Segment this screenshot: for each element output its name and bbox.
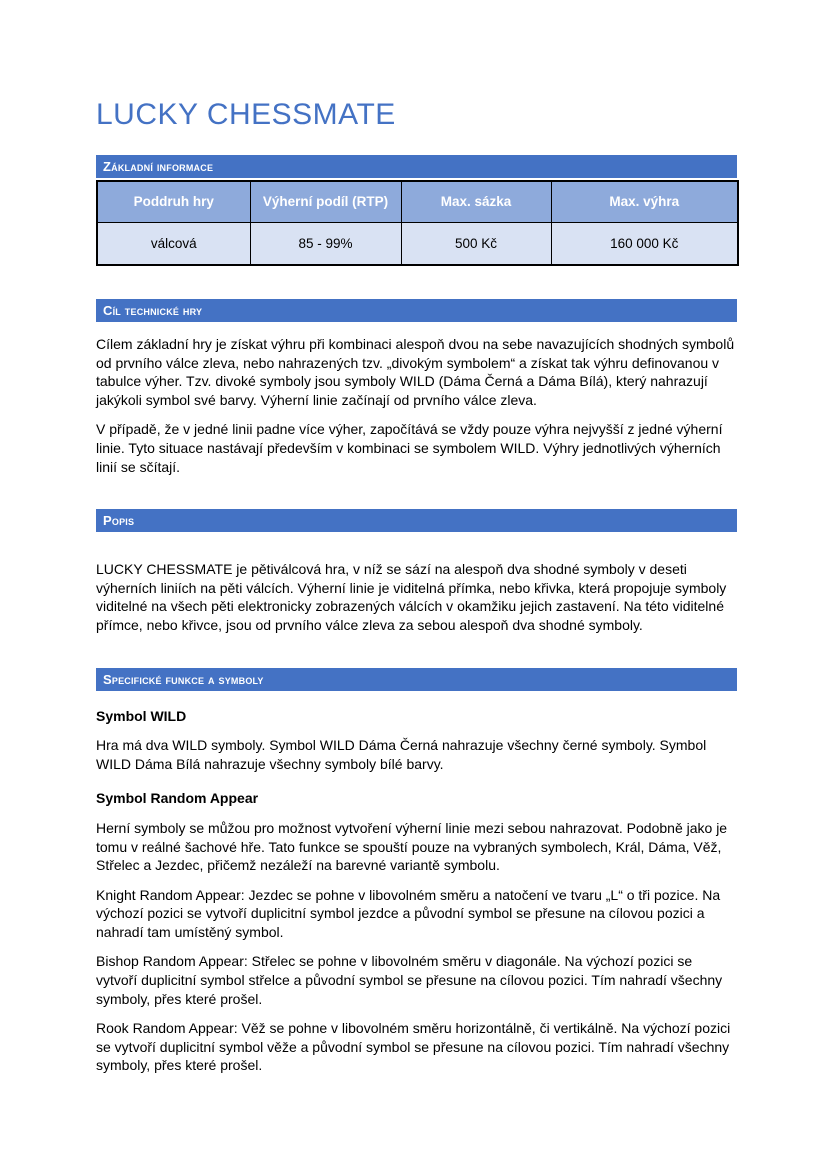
section-header-basic-info: Základní informace xyxy=(96,155,737,178)
goal-paragraph-1: Cílem základní hry je získat výhru při kombinaci alespoň dvou na sebe navazujících shodných symbolů od prvního válce zleva, nebo nahrazených tzv. „divokým symbolem“ a získat tak výhru definovanou v tabulce výher. Tzv. divoké symboly jsou symboly WILD (Dáma Černá a Dáma Bílá), který nahrazují jakýkoli symbol své barvy. Výherní linie začínají od prvního válce zleva. xyxy=(96,336,735,408)
rook-random-appear-paragraph: Rook Random Appear: Věž se pohne v libovolném směru horizontálně, či vertikálně. Na výchozí pozici se vytvoří duplicitní symbol věže a původní symbol se přesune na cílovou pozici. Tím nahradí všechny symboly, přes které prošel. xyxy=(96,1020,731,1074)
section-header-game-goal: Cíl technické hry xyxy=(96,299,737,322)
section-header-description: Popis xyxy=(96,509,737,532)
table-header-max-bet: Max. sázka xyxy=(401,181,551,222)
table-header-rtp: Výherní podíl (RTP) xyxy=(250,181,401,222)
section-header-specific-functions: Specifické funkce a symboly xyxy=(96,668,737,691)
table-header-game-subtype: Poddruh hry xyxy=(97,181,250,222)
table-cell-max-bet: 500 Kč xyxy=(401,222,551,265)
random-appear-intro-paragraph: Herní symboly se můžou pro možnost vytvoření výherní linie mezi sebou nahrazovat. Podobně jako je tomu v reálné šachové hře. Tato funkce se spouští pouze na vybraných symbolech, Král, Dáma, Věž, Střelec a Jezdec, přičemž nezáleží na barevné variantě symbolu. xyxy=(96,819,728,874)
table-header-max-win: Max. výhra xyxy=(551,181,738,222)
bishop-random-appear-paragraph: Bishop Random Appear: Střelec se pohne v libovolném směru v diagonále. Na výchozí pozici se vytvoří duplicitní symbol střelce a původní symbol se přesune na cílovou pozici. Tím nahradí všechny symboly, přes které prošel. xyxy=(96,953,723,1007)
table-row xyxy=(97,222,738,265)
table-header-row xyxy=(97,181,738,222)
subheading-symbol-wild: Symbol WILD xyxy=(96,707,187,724)
table-cell-rtp: 85 - 99% xyxy=(250,222,401,265)
table-cell-max-win: 160 000 Kč xyxy=(551,222,738,265)
goal-paragraph-2: V případě, že v jedné linii padne více výher, započítává se vždy pouze výhra nejvyšší z jedné výherní linie. Tyto situace nastávají především v kombinaci se symbolem WILD. Výhry jednotlivých výherních linií se sčítají. xyxy=(96,421,723,475)
page-title: LUCKY CHESSMATE xyxy=(96,98,396,131)
description-paragraph: LUCKY CHESSMATE je pětiválcová hra, v níž se sází na alespoň dva shodné symboly v deseti výherních liniích na pěti válcích. Výherní linie je viditelná přímka, nebo křivka, která propojuje symboly viditelné na všech pěti elektronicky zobrazených válcích v okamžiku jejich zastavení. Na této viditelné přímce, nebo křivce, jsou od prvního válce zleva za sebou alespoň dva shodné symboly. xyxy=(96,561,727,633)
basic-info-table xyxy=(96,180,739,266)
table-cell-game-subtype: válcová xyxy=(97,222,250,265)
knight-random-appear-paragraph: Knight Random Appear: Jezdec se pohne v libovolném směru a natočení ve tvaru „L“ o tři pozice. Na výchozí pozici se vytvoří duplicitní symbol jezdce a původní symbol se přesune na cílovou pozici a nahradí tam umístěný symbol. xyxy=(96,886,721,940)
document-content xyxy=(96,0,737,1075)
subheading-symbol-random-appear: Symbol Random Appear xyxy=(96,790,259,807)
wild-paragraph: Hra má dva WILD symboly. Symbol WILD Dáma Černá nahrazuje všechny černé symboly. Symbol WILD Dáma Bílá nahrazuje všechny symboly bílé barvy. xyxy=(96,737,707,772)
